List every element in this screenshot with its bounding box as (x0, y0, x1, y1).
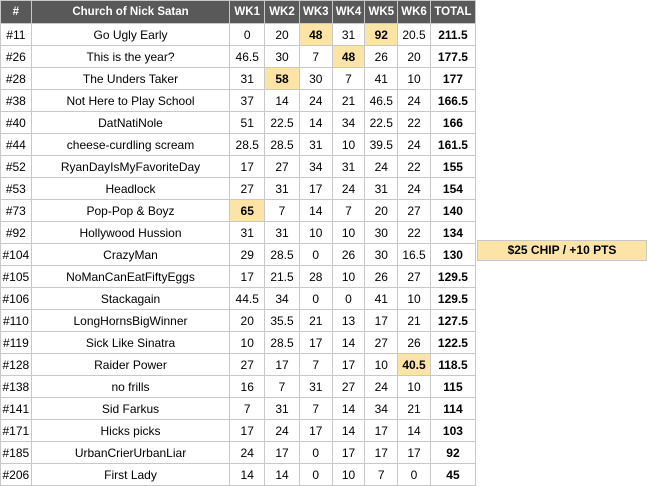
rank-cell[interactable]: #53 (1, 178, 32, 200)
rank-cell[interactable]: #105 (1, 266, 32, 288)
week-score-cell[interactable]: 0 (398, 464, 431, 486)
week-score-cell[interactable]: 29 (230, 244, 265, 266)
team-name-cell[interactable]: Go Ugly Early (31, 24, 230, 46)
week-score-cell[interactable]: 20 (365, 200, 398, 222)
week-score-cell[interactable]: 27 (332, 376, 365, 398)
week-score-cell[interactable]: 31 (332, 156, 365, 178)
week-score-cell[interactable]: 27 (365, 332, 398, 354)
week-score-cell[interactable]: 31 (299, 376, 332, 398)
rank-cell[interactable]: #206 (1, 464, 32, 486)
week-score-cell[interactable]: 14 (265, 90, 300, 112)
col-header-total[interactable]: TOTAL (430, 1, 475, 24)
table-row (1, 222, 476, 244)
total-cell[interactable]: 177 (430, 68, 475, 90)
team-name-cell[interactable]: Sick Like Sinatra (31, 332, 230, 354)
week-score-cell[interactable]: 20 (230, 310, 265, 332)
week-score-cell[interactable]: 31 (365, 178, 398, 200)
week-score-cell[interactable]: 0 (299, 464, 332, 486)
col-header-wk2[interactable]: WK2 (265, 1, 300, 24)
week-score-cell[interactable]: 58 (265, 68, 300, 90)
week-score-cell[interactable]: 31 (265, 222, 300, 244)
table-row (1, 46, 476, 68)
week-score-cell[interactable]: 17 (365, 420, 398, 442)
week-score-cell[interactable]: 24 (332, 178, 365, 200)
week-score-cell[interactable]: 14 (332, 398, 365, 420)
week-score-cell[interactable]: 17 (299, 420, 332, 442)
week-score-cell[interactable]: 31 (332, 24, 365, 46)
table-row (1, 354, 476, 376)
week-score-cell[interactable]: 28.5 (265, 134, 300, 156)
week-score-cell[interactable]: 22 (398, 222, 431, 244)
week-score-cell[interactable]: 7 (299, 46, 332, 68)
total-cell[interactable]: 45 (430, 464, 475, 486)
col-header-rank[interactable]: # (1, 1, 32, 24)
week-score-cell[interactable]: 13 (332, 310, 365, 332)
team-name-cell[interactable]: RyanDayIsMyFavoriteDay (31, 156, 230, 178)
week-score-cell[interactable]: 17 (230, 420, 265, 442)
week-score-cell[interactable]: 35.5 (265, 310, 300, 332)
week-score-cell[interactable]: 24 (398, 178, 431, 200)
week-score-cell[interactable]: 17 (365, 310, 398, 332)
week-score-cell[interactable]: 41 (365, 288, 398, 310)
table-row (1, 112, 476, 134)
rank-cell[interactable]: #128 (1, 354, 32, 376)
team-name-cell[interactable]: Raider Power (31, 354, 230, 376)
week-score-cell[interactable]: 27 (398, 200, 431, 222)
total-cell[interactable]: 161.5 (430, 134, 475, 156)
table-row (1, 90, 476, 112)
week-score-cell[interactable]: 10 (398, 376, 431, 398)
total-cell[interactable]: 130 (430, 244, 475, 266)
week-score-cell[interactable]: 27 (230, 354, 265, 376)
week-score-cell[interactable]: 30 (365, 244, 398, 266)
week-score-cell[interactable]: 26 (398, 332, 431, 354)
week-score-cell[interactable]: 26 (332, 244, 365, 266)
col-header-wk5[interactable]: WK5 (365, 1, 398, 24)
week-score-cell[interactable]: 17 (299, 178, 332, 200)
week-score-cell[interactable]: 65 (230, 200, 265, 222)
week-score-cell[interactable]: 37 (230, 90, 265, 112)
week-score-cell[interactable]: 17 (365, 442, 398, 464)
week-score-cell[interactable]: 28.5 (265, 332, 300, 354)
week-score-cell[interactable]: 0 (299, 288, 332, 310)
week-score-cell[interactable]: 24 (230, 442, 265, 464)
col-header-team[interactable]: Church of Nick Satan (31, 1, 230, 24)
rank-cell[interactable]: #44 (1, 134, 32, 156)
week-score-cell[interactable]: 20 (265, 24, 300, 46)
col-header-wk1[interactable]: WK1 (230, 1, 265, 24)
team-name-cell[interactable]: no frills (31, 376, 230, 398)
week-score-cell[interactable]: 31 (265, 398, 300, 420)
total-cell[interactable]: 155 (430, 156, 475, 178)
rank-cell[interactable]: #40 (1, 112, 32, 134)
week-score-cell[interactable]: 27 (265, 156, 300, 178)
week-score-cell[interactable]: 30 (299, 68, 332, 90)
week-score-cell[interactable]: 17 (299, 332, 332, 354)
week-score-cell[interactable]: 24 (365, 156, 398, 178)
week-score-cell[interactable]: 51 (230, 112, 265, 134)
week-score-cell[interactable]: 7 (299, 354, 332, 376)
col-header-wk4[interactable]: WK4 (332, 1, 365, 24)
week-score-cell[interactable]: 22 (398, 156, 431, 178)
table-row (1, 288, 476, 310)
week-score-cell[interactable]: 21 (398, 310, 431, 332)
week-score-cell[interactable]: 28.5 (230, 134, 265, 156)
week-score-cell[interactable]: 48 (299, 24, 332, 46)
team-name-cell[interactable]: This is the year? (31, 46, 230, 68)
table-row (1, 398, 476, 420)
table-row (1, 68, 476, 90)
total-cell[interactable]: 115 (430, 376, 475, 398)
total-cell[interactable]: 154 (430, 178, 475, 200)
week-score-cell[interactable]: 34 (299, 156, 332, 178)
chip-bonus-note[interactable]: $25 CHIP / +10 PTS (477, 240, 647, 261)
rank-cell[interactable]: #185 (1, 442, 32, 464)
week-score-cell[interactable]: 10 (332, 222, 365, 244)
table-row (1, 24, 476, 46)
rank-cell[interactable]: #92 (1, 222, 32, 244)
week-score-cell[interactable]: 17 (398, 442, 431, 464)
week-score-cell[interactable]: 34 (265, 288, 300, 310)
week-score-cell[interactable]: 31 (230, 222, 265, 244)
team-name-cell[interactable]: LongHornsBigWinner (31, 310, 230, 332)
week-score-cell[interactable]: 10 (332, 266, 365, 288)
rank-cell[interactable]: #26 (1, 46, 32, 68)
team-name-cell[interactable]: Hicks picks (31, 420, 230, 442)
total-cell[interactable]: 211.5 (430, 24, 475, 46)
table-row (1, 332, 476, 354)
header-row (1, 1, 476, 24)
rank-cell[interactable]: #73 (1, 200, 32, 222)
week-score-cell[interactable]: 24 (398, 134, 431, 156)
rank-cell[interactable]: #119 (1, 332, 32, 354)
week-score-cell[interactable]: 22.5 (265, 112, 300, 134)
table-row (1, 310, 476, 332)
week-score-cell[interactable]: 21 (398, 398, 431, 420)
team-name-cell[interactable]: The Unders Taker (31, 68, 230, 90)
week-score-cell[interactable]: 28 (299, 266, 332, 288)
week-score-cell[interactable]: 28.5 (265, 244, 300, 266)
week-score-cell[interactable]: 7 (332, 200, 365, 222)
week-score-cell[interactable]: 92 (365, 24, 398, 46)
week-score-cell[interactable]: 21 (332, 90, 365, 112)
week-score-cell[interactable]: 17 (265, 442, 300, 464)
week-score-cell[interactable]: 24 (365, 376, 398, 398)
rank-cell[interactable]: #52 (1, 156, 32, 178)
week-score-cell[interactable]: 40.5 (398, 354, 431, 376)
week-score-cell[interactable]: 31 (265, 178, 300, 200)
week-score-cell[interactable]: 10 (332, 464, 365, 486)
rank-cell[interactable]: #141 (1, 398, 32, 420)
col-header-wk3[interactable]: WK3 (299, 1, 332, 24)
week-score-cell[interactable]: 14 (265, 464, 300, 486)
total-cell[interactable]: 166.5 (430, 90, 475, 112)
total-cell[interactable]: 114 (430, 398, 475, 420)
week-score-cell[interactable]: 0 (299, 442, 332, 464)
week-score-cell[interactable]: 10 (365, 354, 398, 376)
week-score-cell[interactable]: 44.5 (230, 288, 265, 310)
week-score-cell[interactable]: 14 (332, 332, 365, 354)
week-score-cell[interactable]: 0 (299, 244, 332, 266)
week-score-cell[interactable]: 7 (332, 68, 365, 90)
table-row (1, 244, 476, 266)
total-cell[interactable]: 129.5 (430, 288, 475, 310)
total-cell[interactable]: 122.5 (430, 332, 475, 354)
week-score-cell[interactable]: 24 (398, 90, 431, 112)
week-score-cell[interactable]: 46.5 (365, 90, 398, 112)
week-score-cell[interactable]: 26 (365, 266, 398, 288)
week-score-cell[interactable]: 14 (398, 420, 431, 442)
rank-cell[interactable]: #110 (1, 310, 32, 332)
table-row (1, 178, 476, 200)
week-score-cell[interactable]: 17 (230, 266, 265, 288)
table-row (1, 266, 476, 288)
week-score-cell[interactable]: 30 (365, 222, 398, 244)
team-name-cell[interactable]: Not Here to Play School (31, 90, 230, 112)
table-row (1, 464, 476, 486)
table-row (1, 156, 476, 178)
total-cell[interactable]: 177.5 (430, 46, 475, 68)
week-score-cell[interactable]: 27 (398, 266, 431, 288)
week-score-cell[interactable]: 7 (230, 398, 265, 420)
total-cell[interactable]: 166 (430, 112, 475, 134)
total-cell[interactable]: 92 (430, 442, 475, 464)
total-cell[interactable]: 127.5 (430, 310, 475, 332)
week-score-cell[interactable]: 7 (299, 398, 332, 420)
week-score-cell[interactable]: 17 (265, 354, 300, 376)
week-score-cell[interactable]: 21.5 (265, 266, 300, 288)
week-score-cell[interactable]: 21 (299, 310, 332, 332)
table-row (1, 200, 476, 222)
week-score-cell[interactable]: 17 (230, 156, 265, 178)
week-score-cell[interactable]: 7 (265, 376, 300, 398)
week-score-cell[interactable]: 26 (365, 46, 398, 68)
week-score-cell[interactable]: 34 (365, 398, 398, 420)
rank-cell[interactable]: #38 (1, 90, 32, 112)
week-score-cell[interactable]: 10 (332, 134, 365, 156)
team-name-cell[interactable]: NoManCanEatFiftyEggs (31, 266, 230, 288)
team-name-cell[interactable]: Sid Farkus (31, 398, 230, 420)
week-score-cell[interactable]: 46.5 (230, 46, 265, 68)
week-score-cell[interactable]: 7 (265, 200, 300, 222)
week-score-cell[interactable]: 17 (332, 442, 365, 464)
week-score-cell[interactable]: 27 (230, 178, 265, 200)
team-name-cell[interactable]: Headlock (31, 178, 230, 200)
team-name-cell[interactable]: First Lady (31, 464, 230, 486)
rank-cell[interactable]: #28 (1, 68, 32, 90)
team-name-cell[interactable]: cheese-curdling scream (31, 134, 230, 156)
week-score-cell[interactable]: 34 (332, 112, 365, 134)
team-name-cell[interactable]: Stackagain (31, 288, 230, 310)
week-score-cell[interactable]: 22.5 (365, 112, 398, 134)
rank-cell[interactable]: #171 (1, 420, 32, 442)
col-header-wk6[interactable]: WK6 (398, 1, 431, 24)
week-score-cell[interactable]: 10 (398, 68, 431, 90)
rank-cell[interactable]: #11 (1, 24, 32, 46)
week-score-cell[interactable]: 7 (365, 464, 398, 486)
team-name-cell[interactable]: CrazyMan (31, 244, 230, 266)
total-cell[interactable]: 134 (430, 222, 475, 244)
week-score-cell[interactable]: 20 (398, 46, 431, 68)
week-score-cell[interactable]: 31 (299, 134, 332, 156)
team-name-cell[interactable]: Hollywood Hussion (31, 222, 230, 244)
team-name-cell[interactable]: DatNatiNole (31, 112, 230, 134)
week-score-cell[interactable]: 31 (230, 68, 265, 90)
team-name-cell[interactable]: UrbanCrierUrbanLiar (31, 442, 230, 464)
table-row (1, 376, 476, 398)
week-score-cell[interactable]: 16.5 (398, 244, 431, 266)
rank-cell[interactable]: #138 (1, 376, 32, 398)
total-cell[interactable]: 103 (430, 420, 475, 442)
week-score-cell[interactable]: 41 (365, 68, 398, 90)
week-score-cell[interactable]: 17 (332, 354, 365, 376)
week-score-cell[interactable]: 48 (332, 46, 365, 68)
week-score-cell[interactable]: 16 (230, 376, 265, 398)
rank-cell[interactable]: #106 (1, 288, 32, 310)
week-score-cell[interactable]: 20.5 (398, 24, 431, 46)
table-row (1, 134, 476, 156)
week-score-cell[interactable]: 39.5 (365, 134, 398, 156)
team-name-cell[interactable]: Pop-Pop & Boyz (31, 200, 230, 222)
week-score-cell[interactable]: 10 (230, 332, 265, 354)
week-score-cell[interactable]: 24 (299, 90, 332, 112)
rank-cell[interactable]: #104 (1, 244, 32, 266)
week-score-cell[interactable]: 10 (299, 222, 332, 244)
week-score-cell[interactable]: 10 (398, 288, 431, 310)
week-score-cell[interactable]: 14 (299, 112, 332, 134)
table-row (1, 442, 476, 464)
week-score-cell[interactable]: 22 (398, 112, 431, 134)
week-score-cell[interactable]: 14 (230, 464, 265, 486)
total-cell[interactable]: 140 (430, 200, 475, 222)
week-score-cell[interactable]: 0 (230, 24, 265, 46)
week-score-cell[interactable]: 30 (265, 46, 300, 68)
week-score-cell[interactable]: 14 (299, 200, 332, 222)
week-score-cell[interactable]: 0 (332, 288, 365, 310)
total-cell[interactable]: 129.5 (430, 266, 475, 288)
week-score-cell[interactable]: 14 (332, 420, 365, 442)
table-row (1, 420, 476, 442)
total-cell[interactable]: 118.5 (430, 354, 475, 376)
week-score-cell[interactable]: 24 (265, 420, 300, 442)
